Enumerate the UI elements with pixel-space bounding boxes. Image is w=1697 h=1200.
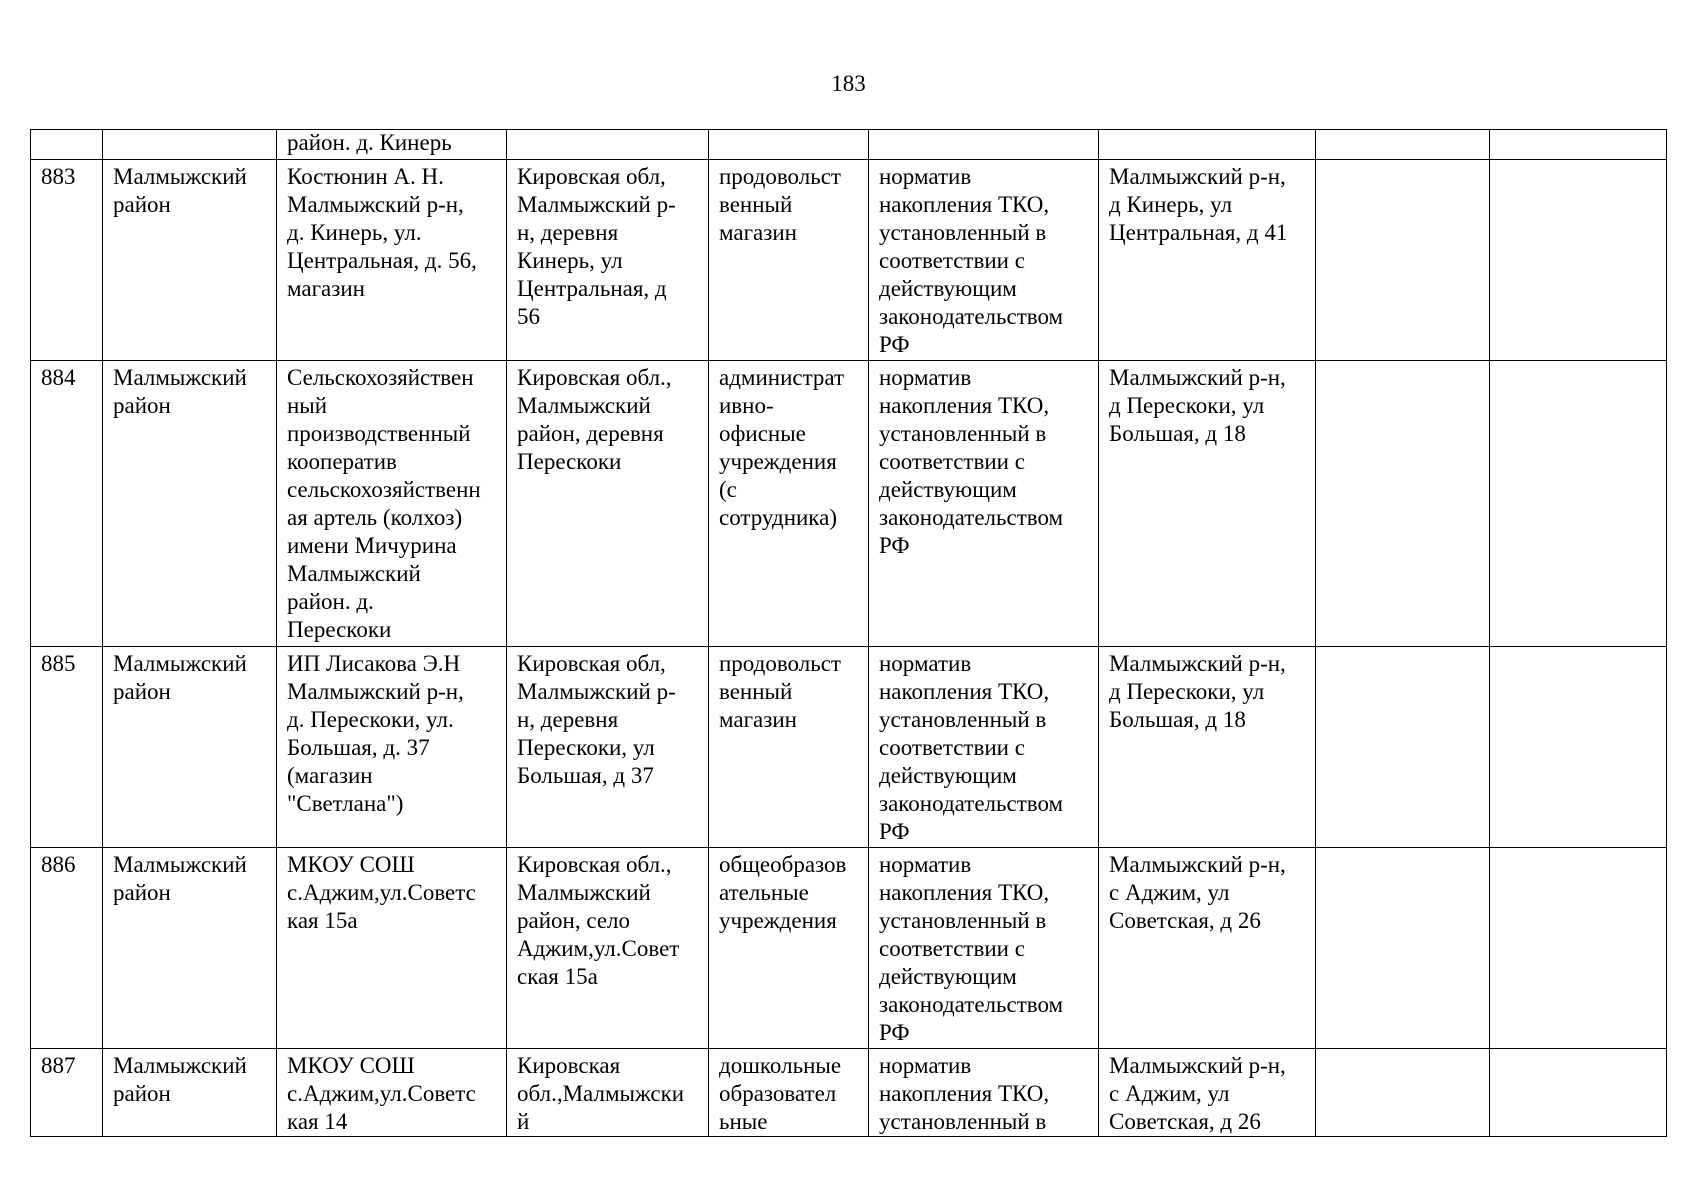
cell-organization: МКОУ СОШ с.Аджим,ул.Советс кая 14	[277, 1049, 507, 1137]
cell-district: Малмыжский район	[103, 361, 277, 647]
cell-container-site: Малмыжский р-н, д Перескоки, ул Большая, д 18	[1099, 647, 1316, 848]
cell-district: Малмыжский район	[103, 160, 277, 361]
table-row	[31, 1049, 1667, 1137]
cell-norm: норматив накопления ТКО, установленный в	[869, 1049, 1099, 1137]
cell-object-type: дошкольные образовател ьные	[709, 1049, 869, 1137]
cell-number: 884	[31, 361, 103, 647]
cell-empty	[1490, 361, 1667, 647]
cell-container-site	[1099, 130, 1316, 160]
cell-object-type	[709, 130, 869, 160]
cell-empty	[1316, 361, 1490, 647]
cell-container-site: Малмыжский р-н, с Аджим, ул Советская, д 26	[1099, 848, 1316, 1049]
cell-number: 885	[31, 647, 103, 848]
cell-address: Кировская обл, Малмыжский р- н, деревня Кинерь, ул Центральная, д 56	[507, 160, 709, 361]
cell-container-site: Малмыжский р-н, д Кинерь, ул Центральная, д 41	[1099, 160, 1316, 361]
waste-registry-table	[30, 129, 1667, 1137]
cell-object-type: продовольст венный магазин	[709, 647, 869, 848]
cell-organization: Костюнин А. Н. Малмыжский р-н, д. Кинерь, ул. Центральная, д. 56, магазин	[277, 160, 507, 361]
cell-district	[103, 130, 277, 160]
cell-address: Кировская обл., Малмыжский район, село Аджим,ул.Совет ская 15а	[507, 848, 709, 1049]
cell-empty	[1316, 160, 1490, 361]
cell-address: Кировская обл.,Малмыжски й	[507, 1049, 709, 1137]
cell-number: 887	[31, 1049, 103, 1137]
cell-empty	[1490, 130, 1667, 160]
cell-empty	[1316, 130, 1490, 160]
cell-empty	[1490, 1049, 1667, 1137]
cell-norm	[869, 130, 1099, 160]
cell-address: Кировская обл, Малмыжский р- н, деревня Перескоки, ул Большая, д 37	[507, 647, 709, 848]
cell-object-type: общеобразов ательные учреждения	[709, 848, 869, 1049]
table-row	[31, 361, 1667, 647]
cell-district: Малмыжский район	[103, 647, 277, 848]
cell-number: 883	[31, 160, 103, 361]
table-row	[31, 160, 1667, 361]
cell-empty	[1490, 160, 1667, 361]
cell-norm: норматив накопления ТКО, установленный в соответствии с действующим законодательством РФ	[869, 160, 1099, 361]
cell-district: Малмыжский район	[103, 1049, 277, 1137]
cell-number: 886	[31, 848, 103, 1049]
cell-organization: МКОУ СОШ с.Аджим,ул.Советс кая 15а	[277, 848, 507, 1049]
cell-district: Малмыжский район	[103, 848, 277, 1049]
cell-empty	[1316, 1049, 1490, 1137]
cell-container-site: Малмыжский р-н, с Аджим, ул Советская, д 26	[1099, 1049, 1316, 1137]
table-row	[31, 647, 1667, 848]
cell-norm: норматив накопления ТКО, установленный в соответствии с действующим законодательством РФ	[869, 647, 1099, 848]
cell-container-site: Малмыжский р-н, д Перескоки, ул Большая, д 18	[1099, 361, 1316, 647]
table-row	[31, 848, 1667, 1049]
cell-empty	[1490, 647, 1667, 848]
cell-number	[31, 130, 103, 160]
cell-organization: Сельскохозяйствен ный производственный кооператив сельскохозяйственн ая артель (колхоз) имени Мичурина Малмыжский район. д. Перескоки	[277, 361, 507, 647]
table-row-continued	[31, 130, 1667, 160]
cell-empty	[1490, 848, 1667, 1049]
cell-norm: норматив накопления ТКО, установленный в соответствии с действующим законодательством РФ	[869, 848, 1099, 1049]
cell-address	[507, 130, 709, 160]
cell-organization: район. д. Кинерь	[277, 130, 507, 160]
cell-address: Кировская обл., Малмыжский район, деревня Перескоки	[507, 361, 709, 647]
cell-empty	[1316, 848, 1490, 1049]
cell-object-type: продовольст венный магазин	[709, 160, 869, 361]
cell-norm: норматив накопления ТКО, установленный в соответствии с действующим законодательством РФ	[869, 361, 1099, 647]
cell-empty	[1316, 647, 1490, 848]
cell-organization: ИП Лисакова Э.Н Малмыжский р-н, д. Перескоки, ул. Большая, д. 37 (магазин "Светлана")	[277, 647, 507, 848]
cell-object-type: администрат ивно- офисные учреждения (с сотрудника)	[709, 361, 869, 647]
page-number: 183	[831, 71, 866, 96]
